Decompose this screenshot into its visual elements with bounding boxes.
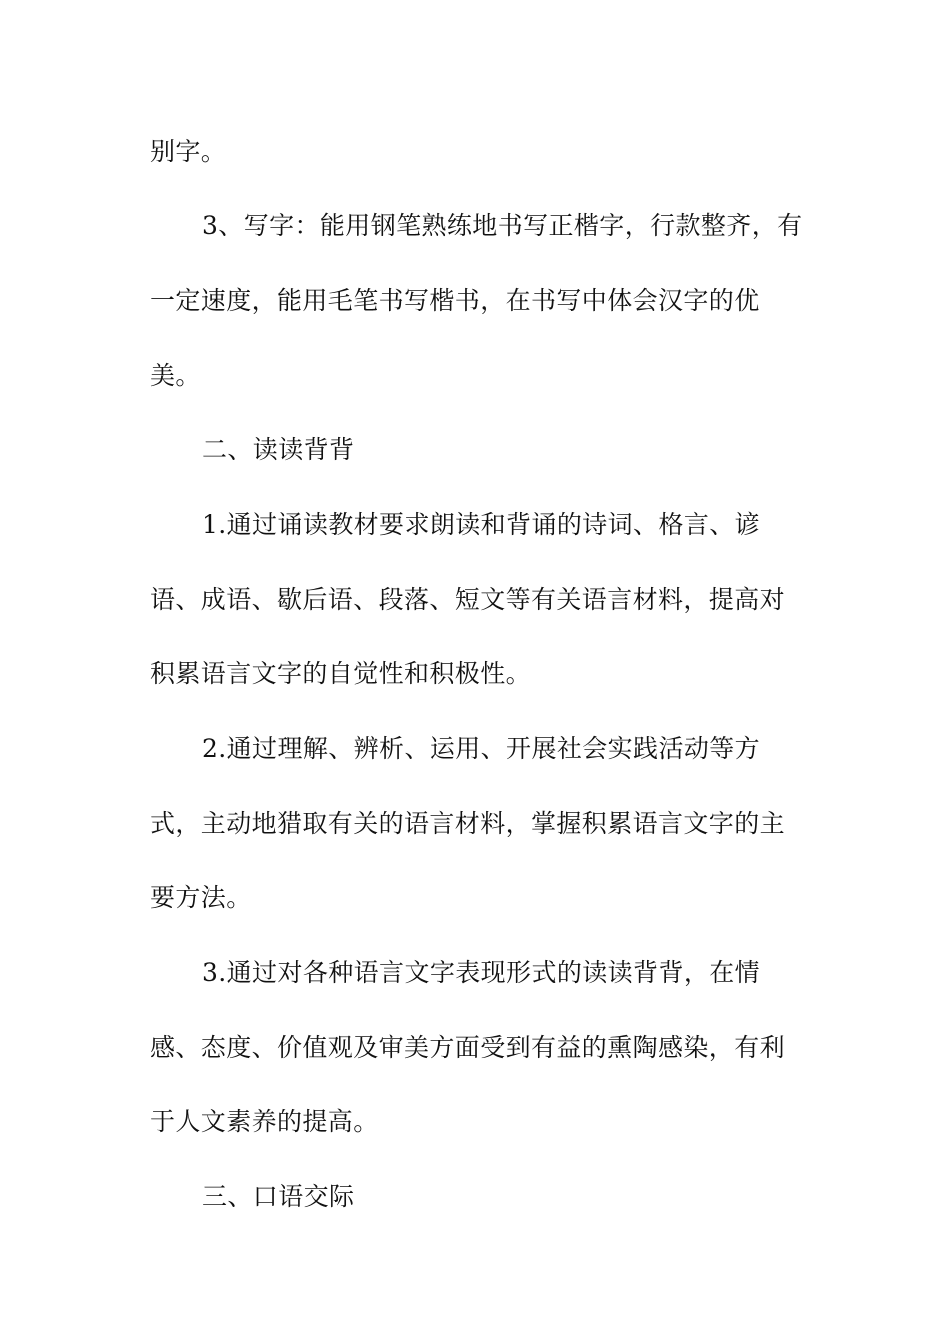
text-line: 语、成语、歇后语、段落、短文等有关语言材料，提高对 [150,585,786,614]
text-line: 式，主动地猎取有关的语言材料，掌握积累语言文字的主 [150,809,786,838]
text-line: 一定速度，能用毛笔书写楷书，在书写中体会汉字的优 [150,286,760,315]
list-item-2: 2.通过理解、辨析、运用、开展社会实践活动等方 [202,734,761,763]
section-heading-reading: 二、读读背背 [202,435,355,464]
section-item-writing: 3、写字：能用钢笔熟练地书写正楷字，行款整齐，有 [202,211,803,240]
list-item-1: 1.通过诵读教材要求朗读和背诵的诗词、格言、谚 [202,510,761,539]
text-line: 积累语言文字的自觉性和积极性。 [150,659,532,688]
list-item-3: 3.通过对各种语言文字表现形式的读读背背，在情 [202,958,761,987]
text-line: 要方法。 [150,883,252,912]
text-line: 美。 [150,361,201,390]
text-line: 别字。 [150,137,227,166]
section-heading-oral-communication: 三、口语交际 [202,1182,355,1211]
text-line: 感、态度、价值观及审美方面受到有益的熏陶感染，有利 [150,1033,786,1062]
text-line: 于人文素养的提高。 [150,1107,379,1136]
